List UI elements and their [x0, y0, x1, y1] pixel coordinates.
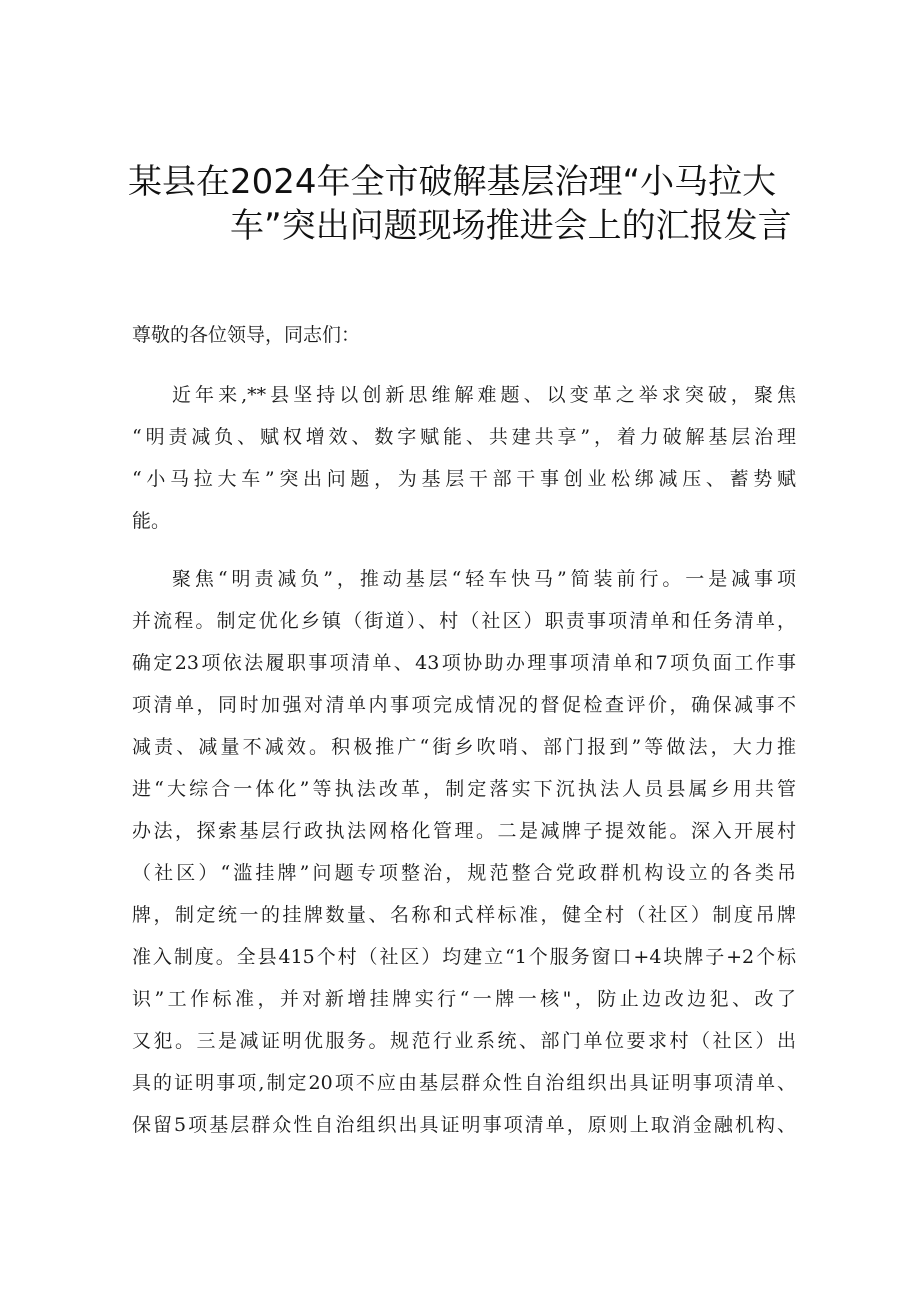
title-line-2: 车”突出问题现场推进会上的汇报发言: [230, 206, 792, 246]
paragraph-line: 能。: [132, 510, 171, 532]
paragraph-line: 减责、减量不减效。积极推广“街乡吹哨、部门报到”等做法，大力推: [132, 736, 796, 758]
document-body: [132, 314, 796, 1146]
paragraph-line: 准入制度。全县415个村（社区）均建立“1个服务窗口+4块牌子+2个标: [132, 946, 796, 968]
salutation: 尊敬的各位领导，同志们：: [132, 324, 361, 346]
paragraph-line: 确定23项依法履职事项清单、43项协助办理事项清单和7项负面工作事: [132, 652, 796, 674]
paragraph-line: 又犯。三是减证明优服务。规范行业系统、部门单位要求村（社区）出: [132, 1030, 796, 1052]
paragraph-line: 聚焦“明责减负”，推动基层“轻车快马”简装前行。一是减事项: [172, 568, 796, 590]
paragraph-line: 具的证明事项,制定20项不应由基层群众性自治组织出具证明事项清单、: [132, 1072, 796, 1094]
paragraph-line: 保留5项基层群众性自治组织出具证明事项清单，原则上取消金融机构、: [132, 1114, 796, 1136]
paragraph-line: 并流程。制定优化乡镇（街道）、村（社区）职责事项清单和任务清单，: [132, 610, 796, 632]
paragraph-line: 牌，制定统一的挂牌数量、名称和式样标准，健全村（社区）制度吊牌: [132, 904, 796, 926]
paragraph-line: “明责减负、赋权增效、数字赋能、共建共享”，着力破解基层治理: [132, 426, 796, 448]
document-title: [128, 160, 808, 248]
paragraph-line: 办法，探索基层行政执法网格化管理。二是减牌子提效能。深入开展村: [132, 820, 796, 842]
paragraph-line: 项清单，同时加强对清单内事项完成情况的督促检查评价，确保减事不: [132, 694, 796, 716]
paragraph-1: [132, 374, 796, 542]
paragraph-line: （社区）“滥挂牌”问题专项整治，规范整合党政群机构设立的各类吊: [132, 862, 796, 884]
paragraph-line: 进“大综合一体化”等执法改革，制定落实下沉执法人员县属乡用共管: [132, 778, 796, 800]
paragraph-2: [132, 558, 796, 1146]
paragraph-line: 近年来,**县坚持以创新思维解难题、以变革之举求突破，聚焦: [172, 384, 796, 406]
paragraph-line: “小马拉大车”突出问题，为基层干部干事创业松绑减压、蓄势赋: [132, 468, 796, 490]
paragraph-line: 识”工作标准，并对新增挂牌实行“一牌一核"，防止边改边犯、改了: [132, 988, 796, 1010]
title-line-1: 某县在2024年全市破解基层治理“小马拉大: [128, 162, 777, 202]
